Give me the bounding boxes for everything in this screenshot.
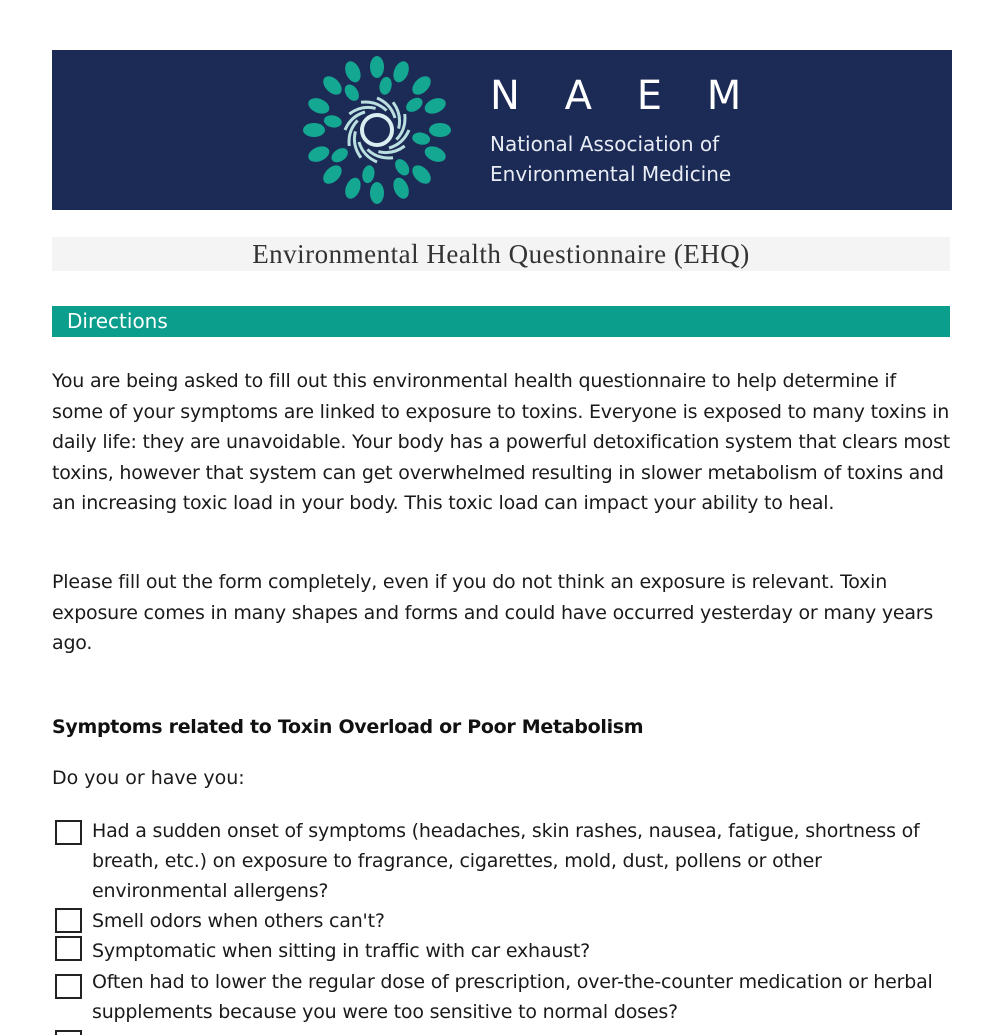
checkbox[interactable] [55, 908, 82, 933]
symptom-label: Had a sudden onset of symptoms (headaches, skin rashes, nausea, fatigue, shortness of breath, etc.) on exposure to fragrance, cigarettes, mold, dust, pollens or other environmental allergens? [92, 820, 920, 902]
title-bar [52, 237, 950, 271]
leaf-wreath-icon [302, 55, 452, 205]
org-name-line-1: National Association of [490, 132, 720, 156]
symptom-label: Smell odors when others can't? [92, 910, 385, 932]
symptoms-heading: Symptoms related to Toxin Overload or Poor Metabolism [52, 716, 644, 738]
symptoms-prompt: Do you or have you: [52, 767, 245, 789]
logo-acronym: N A E M [490, 73, 758, 119]
directions-paragraph-2: Please fill out the form completely, even if you do not think an exposure is relevant. Toxin exposure comes in many shapes and forms and could have occurred yesterday or many years ago. [52, 571, 934, 654]
checkbox[interactable] [55, 974, 82, 999]
checkbox[interactable] [55, 1030, 82, 1035]
directions-heading: Directions [67, 309, 168, 333]
symptom-label: Often had to lower the regular dose of prescription, over-the-counter medication or herbal supplements because you were too sensitive to normal doses? [92, 971, 933, 1023]
directions-section-bar [52, 306, 950, 337]
page-title: Environmental Health Questionnaire (EHQ) [252, 239, 750, 269]
checkbox[interactable] [55, 936, 82, 961]
org-name-line-2: Environmental Medicine [490, 162, 732, 186]
symptom-label: Symptomatic when sitting in traffic with car exhaust? [92, 940, 591, 962]
checkbox[interactable] [55, 820, 82, 845]
directions-paragraph-1: You are being asked to fill out this environmental health questionnaire to help determine if some of your symptoms are linked to exposure to toxins. Everyone is exposed to many toxins in daily life: they are unavoidable. Your body has a powerful detoxification system that clears most toxins, however that system can get overwhelmed resulting in slower metabolism of toxins and an increasing toxic load in your body. This toxic load can impact your ability to heal. [52, 370, 951, 514]
header-banner [52, 50, 952, 210]
